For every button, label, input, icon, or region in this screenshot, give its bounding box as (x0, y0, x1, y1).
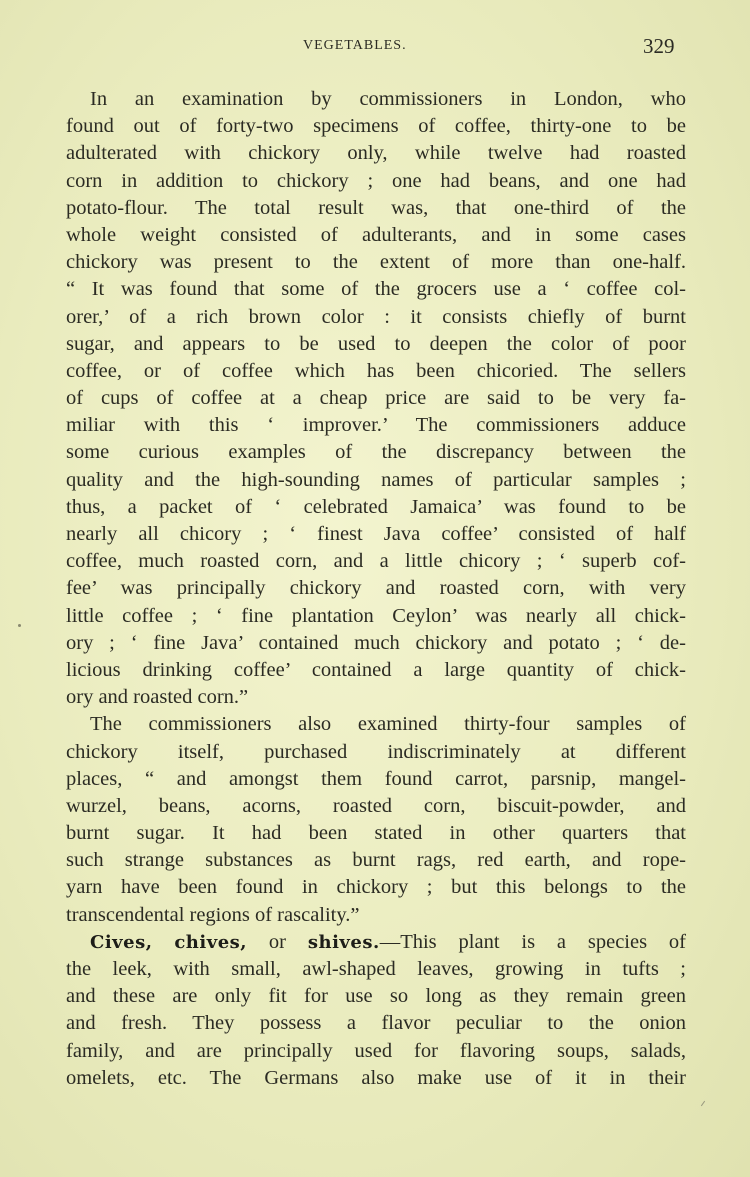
text-line: In an examination by commissioners in London, who (90, 88, 686, 110)
text-line: quality and the high-sounding names of particular samples ; (66, 468, 686, 491)
entry-term: Cives, (90, 931, 153, 953)
running-title: VEGETABLES. (303, 38, 407, 53)
text-line: found out of forty-two specimens of coffee, thirty-one to be (66, 115, 686, 138)
text-line: little coffee ; ‘ fine plantation Ceylon’ was nearly all chick- (66, 604, 686, 627)
text-line: wurzel, beans, acorns, roasted corn, biscuit-powder, and (66, 794, 686, 817)
text-line: potato-flour. The total result was, that one-third of the (66, 196, 686, 219)
text-line: fee’ was principally chickory and roasted corn, with very (66, 577, 686, 600)
text-line: chickory itself, purchased indiscriminately at different (66, 740, 686, 763)
paper-mark (701, 1101, 705, 1106)
page-number: 329 (643, 34, 675, 58)
text-line: “ It was found that some of the grocers use a ‘ coffee col- (66, 278, 686, 301)
text-line: coffee, or of coffee which has been chicoried. The sellers (66, 359, 686, 382)
entry-connector: or (268, 930, 286, 953)
text-line: omelets, etc. The Germans also make use of it in their (66, 1066, 686, 1089)
text-line: the leek, with small, awl-shaped leaves, growing in tufts ; (66, 958, 686, 980)
text-line: ory ; ‘ fine Java’ contained much chickory and potato ; ‘ de- (66, 631, 686, 654)
text-line: miliar with this ‘ improver.’ The commissioners adduce (66, 414, 686, 437)
entry-term: shives. (307, 931, 380, 953)
paper-speck (18, 624, 21, 627)
entry-definition-start: —This plant is a species of (379, 930, 686, 953)
text-line: and fresh. They possess a flavor peculiar to the onion (66, 1012, 686, 1035)
text-line: licious drinking coffee’ contained a large quantity of chick- (66, 658, 686, 681)
text-line: yarn have been found in chickory ; but this belongs to the (66, 876, 686, 899)
text-line: corn in addition to chickory ; one had beans, and one had (66, 169, 686, 192)
text-line: sugar, and appears to be used to deepen the color of poor (66, 332, 686, 355)
text-line: burnt sugar. It had been stated in other quarters that (66, 822, 686, 845)
text-line: of cups of coffee at a cheap price are said to be very fa- (66, 387, 686, 410)
body-text (66, 86, 686, 1092)
entry-headword-line (66, 929, 686, 956)
text-line: adulterated with chickory only, while twelve had roasted (66, 142, 686, 165)
text-line: such strange substances as burnt rags, red earth, and rope- (66, 849, 686, 872)
text-line: some curious examples of the discrepancy between the (66, 441, 686, 464)
text-line: chickory was present to the extent of more than one-half. (66, 251, 686, 274)
text-line: coffee, much roasted corn, and a little chicory ; ‘ superb cof- (66, 550, 686, 573)
text-line: orer,’ of a rich brown color : it consists chiefly of burnt (66, 305, 686, 328)
text-line: and these are only fit for use so long as they remain green (66, 985, 686, 1008)
text-line: thus, a packet of ‘ celebrated Jamaica’ was found to be (66, 495, 686, 518)
text-line: family, and are principally used for flavoring soups, salads, (66, 1039, 686, 1062)
entry-term: chives, (174, 931, 248, 953)
text-line: nearly all chicory ; ‘ finest Java coffee’ consisted of half (66, 523, 686, 545)
running-head (0, 34, 750, 64)
text-line: whole weight consisted of adulterants, and in some cases (66, 223, 686, 246)
text-line: transcendental regions of rascality.” (66, 903, 360, 926)
text-line: The commissioners also examined thirty-four samples of (90, 713, 686, 736)
text-line: places, “ and amongst them found carrot, parsnip, mangel- (66, 767, 686, 790)
text-line: ory and roasted corn.” (66, 686, 249, 709)
